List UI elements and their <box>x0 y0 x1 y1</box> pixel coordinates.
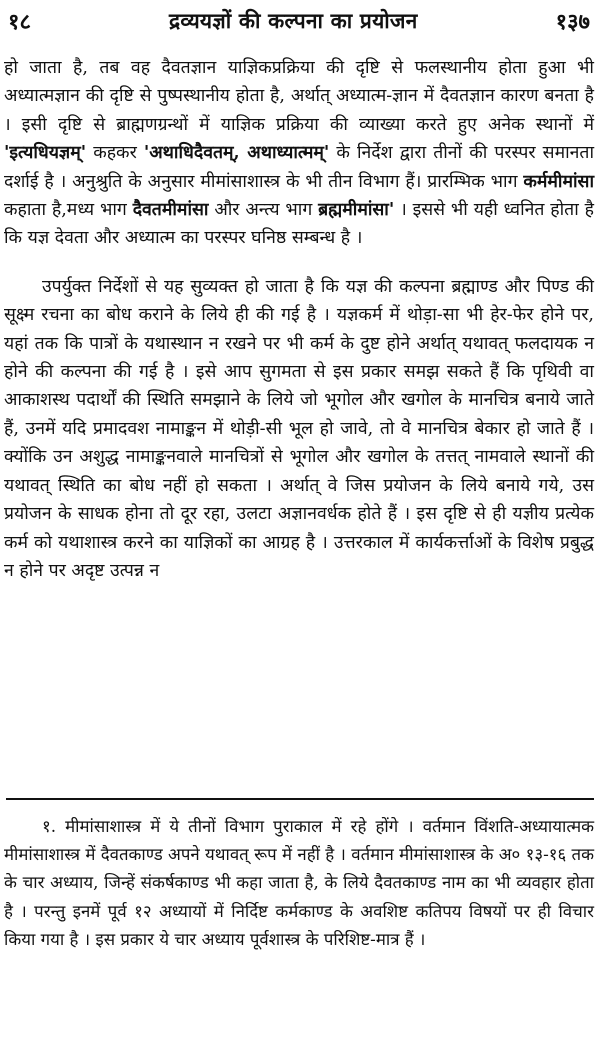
paragraph-1-bold-2: 'अथाधिदैवतम्, अथाध्यात्मम्' <box>143 142 330 164</box>
main-text <box>4 54 594 585</box>
paragraph-1-text-f: । इससे भी यही ध्वनित होता है कि यज्ञ देवता और अध्यात्म का परस्पर घनिष्ठ सम्बन्ध है । <box>4 200 594 249</box>
paragraph-1-bold-3: कर्ममीमांसा <box>523 170 594 192</box>
paragraph-1-text-a: हो जाता है, तब वह दैवतज्ञान याज्ञिकप्रक्रिया की दृष्टि से फलस्थानीय होता हुआ भी अध्यात्मज्ञान की दृष्टि से पुष्पस्थानीय होता है, अर्थात् अध्यात्म-ज्ञान में दैवतज्ञान कारण बनता है । इसी दृष्टि से ब्राह्मणग्रन्थों में याज्ञिक प्रक्रिया की व्याख्या करते हुए अनेक स्थानों में <box>4 58 594 135</box>
paragraph-1-bold-4: दैवतमीमांसा <box>132 199 209 221</box>
paragraph-1 <box>4 54 594 253</box>
paragraph-1-text-d: कहाता है,मध्य भाग <box>4 200 133 221</box>
footnote-divider <box>6 798 594 800</box>
paragraph-1-text-b: कहकर <box>86 143 144 164</box>
chapter-title: द्रव्ययज्ञों की कल्पना का प्रयोजन <box>169 8 418 33</box>
paragraph-1-bold-1: 'इत्यधियज्ञम्' <box>4 142 87 164</box>
paragraph-2: उपर्युक्त निर्देशों से यह सुव्यक्त हो जाता है कि यज्ञ की कल्पना ब्रह्माण्ड और पिण्ड की सूक्ष्म रचना का बोध कराने के लिये ही की गई है । यज्ञकर्म में थोड़ा-सा भी हेर-फेर होने पर, यहां तक कि पात्रों के यथास्थान न रखने पर भी कर्म के दुष्ट होने अर्थात् यथावत् फलदायक न होने की कल्पना की गई है । इसे आप सुगमता से इस प्रकार समझ सकते हैं कि पृथिवी वा आकाशस्थ पदार्थों की स्थिति समझाने के लिये जो भूगोल और खगोल के मानचित्र बनाये जाते हैं, उनमें यदि प्रमादवश नामाङ्कन में थोड़ी-सी भूल हो जावे, तो वे मानचित्र बेकार हो जाते हैं । क्योंकि उन अशुद्ध नामाङ्कनवाले मानचित्रों से भूगोल और खगोल के तत्तत् नामवाले स्थानों की यथावत् स्थिति का बोध नहीं हो सकता । अर्थात् वे जिस प्रयोजन के लिये बनाये गये, उस प्रयोजन के साधक होना तो दूर रहा, उलटा अज्ञानवर्धक होते हैं । इस दृष्टि से ही यज्ञीय प्रत्येक कर्म को यथाशास्त्र करने का याज्ञिकों का आग्रह है । उत्तरकाल में कार्यकर्त्ताओं के विशेष प्रबुद्ध न होने पर अदृष्ट उत्पन्न न <box>4 276 594 581</box>
chapter-number: १८ <box>8 9 31 35</box>
running-header <box>8 4 590 38</box>
page-number: १३७ <box>555 9 590 35</box>
paragraph-1-text-c: के निर्देश द्वारा तीनों की परस्पर समानता दर्शाई है । अनुश्रुति के अनुसार मीमांसाशास्त्र के भी तीन विभाग हैं। प्रारम्भिक भाग <box>4 143 595 192</box>
paragraph-1-text-e: और अन्त्य भाग <box>208 200 319 221</box>
paragraph-1-bold-5: ब्रह्ममीमांसा' <box>318 199 395 221</box>
footnote: १. मीमांसाशास्त्र में ये तीनों विभाग पुराकाल में रहे होंगे । वर्तमान विंशति-अध्यायात्मक मीमांसाशास्त्र में दैवतकाण्ड अपने यथावत् रूप में नहीं है । वर्तमान मीमांसाशास्त्र के अ० १३-१६ तक के चार अध्याय, जिन्हें संकर्षकाण्ड भी कहा जाता है, के लिये दैवतकाण्ड नाम का भी व्यवहार होता है । परन्तु इनमें पूर्व १२ अध्यायों में निर्दिष्ट कर्मकाण्ड के अवशिष्ट कतिपय विषयों पर ही विचार किया गया है । इस प्रकार ये चार अध्याय पूर्वशास्त्र के परिशिष्ट-मात्र हैं । <box>4 816 594 949</box>
